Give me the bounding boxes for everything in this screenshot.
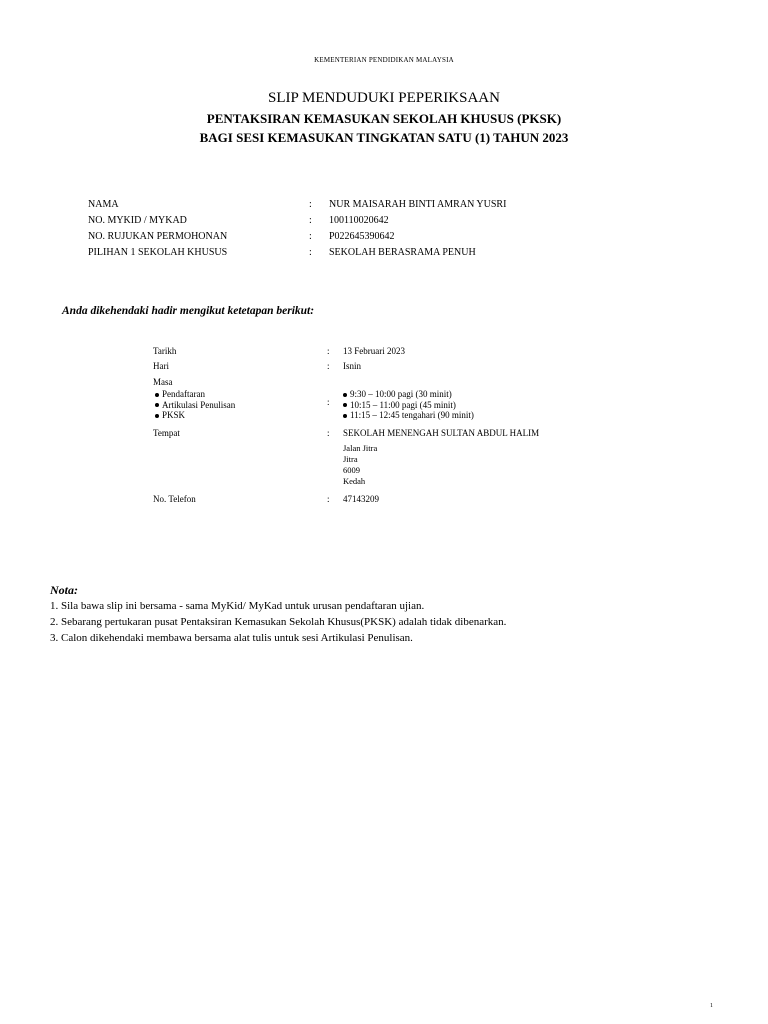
info-colon: : [309,215,312,226]
ministry-header: KEMENTERIAN PENDIDIKAN MALAYSIA [314,56,454,64]
page-number: 1 [710,1003,713,1009]
session-time [343,389,474,400]
session-time-text: 9:30 – 10:00 pagi (30 minit) [350,389,452,399]
schedule-label: No. Telefon [153,494,196,504]
candidate-mykid-row [88,215,688,231]
schedule-label: Masa [153,377,173,387]
exam-date: 13 Februari 2023 [343,346,405,356]
session-time [343,410,474,421]
document-title: SLIP MENDUDUKI PEPERIKSAAN [268,90,500,106]
candidate-info [88,199,688,263]
note-item: 3. Calon dikehendaki membawa bersama alat tulis untuk sesi Artikulasi Penulisan. [50,632,413,644]
info-label: NO. RUJUKAN PERMOHONAN [88,231,228,242]
bullet-icon [155,403,159,407]
bullet-icon [343,414,347,418]
candidate-school-choice-row [88,247,688,263]
session-name: Artikulasi Penulisan [162,399,236,410]
schedule-colon: : [327,361,330,371]
address-line: 6009 [343,465,360,475]
bullet-icon [155,414,159,418]
info-label: NO. MYKID / MYKAD [88,215,187,226]
candidate-reference-row [88,231,688,247]
session-time-text: 10:15 – 11:00 pagi (45 minit) [350,399,456,410]
document-subtitle-2: BAGI SESI KEMASUKAN TINGKATAN SATU (1) TAHUN 2023 [199,130,569,145]
info-label: PILIHAN 1 SEKOLAH KHUSUS [88,247,228,258]
note-item: 2. Sebarang pertukaran pusat Pentaksiran Kemasukan Sekolah Khusus(PKSK) adalah tidak dibenarkan. [50,616,507,628]
session-time-text: 11:15 – 12:45 tengahari (90 minit) [350,410,474,420]
bullet-icon [343,403,347,407]
schedule-colon: : [327,494,330,504]
bullet-icon [343,393,347,397]
venue-phone: 47143209 [343,494,379,504]
info-label: NAMA [88,199,119,210]
schedule-label: Hari [153,361,169,371]
attendance-instruction: Anda dikehendaki hadir mengikut ketetapan berikut: [62,305,315,317]
schedule-label: Tempat [153,428,180,438]
candidate-reference: P022645390642 [329,231,395,242]
candidate-name: NUR MAISARAH BINTI AMRAN YUSRI [329,199,507,210]
venue-address [343,443,377,487]
info-colon: : [309,199,312,210]
venue-name: SEKOLAH MENENGAH SULTAN ABDUL HALIM [343,428,540,438]
bullet-icon [155,393,159,397]
session-item [155,400,235,411]
document-subtitle-1: PENTAKSIRAN KEMASUKAN SEKOLAH KHUSUS (PKSK) [206,111,562,126]
candidate-name-row [88,199,688,215]
schedule-label: Tarikh [153,346,177,356]
note-item: 1. Sila bawa slip ini bersama - sama MyKid/ MyKad untuk urusan pendaftaran ujian. [50,600,425,612]
session-name: PKSK [162,410,186,420]
session-times [343,389,474,421]
address-line: Kedah [343,476,366,486]
schedule-colon: : [327,428,330,438]
info-colon: : [309,247,312,258]
info-colon: : [309,231,312,242]
session-item [155,389,235,400]
session-item [155,410,235,421]
candidate-school-choice: SEKOLAH BERASRAMA PENUH [329,247,476,258]
session-list [155,389,235,421]
candidate-mykid: 100110020642 [329,215,389,226]
exam-day: Isnin [343,361,361,371]
session-name: Pendaftaran [162,389,205,399]
address-line: Jalan Jitra [343,443,378,453]
notes-section [50,582,506,646]
session-time [343,400,474,411]
address-line: Jitra [343,454,358,464]
notes-heading: Nota: [50,583,78,597]
schedule-colon: : [327,397,330,407]
schedule-colon: : [327,346,330,356]
